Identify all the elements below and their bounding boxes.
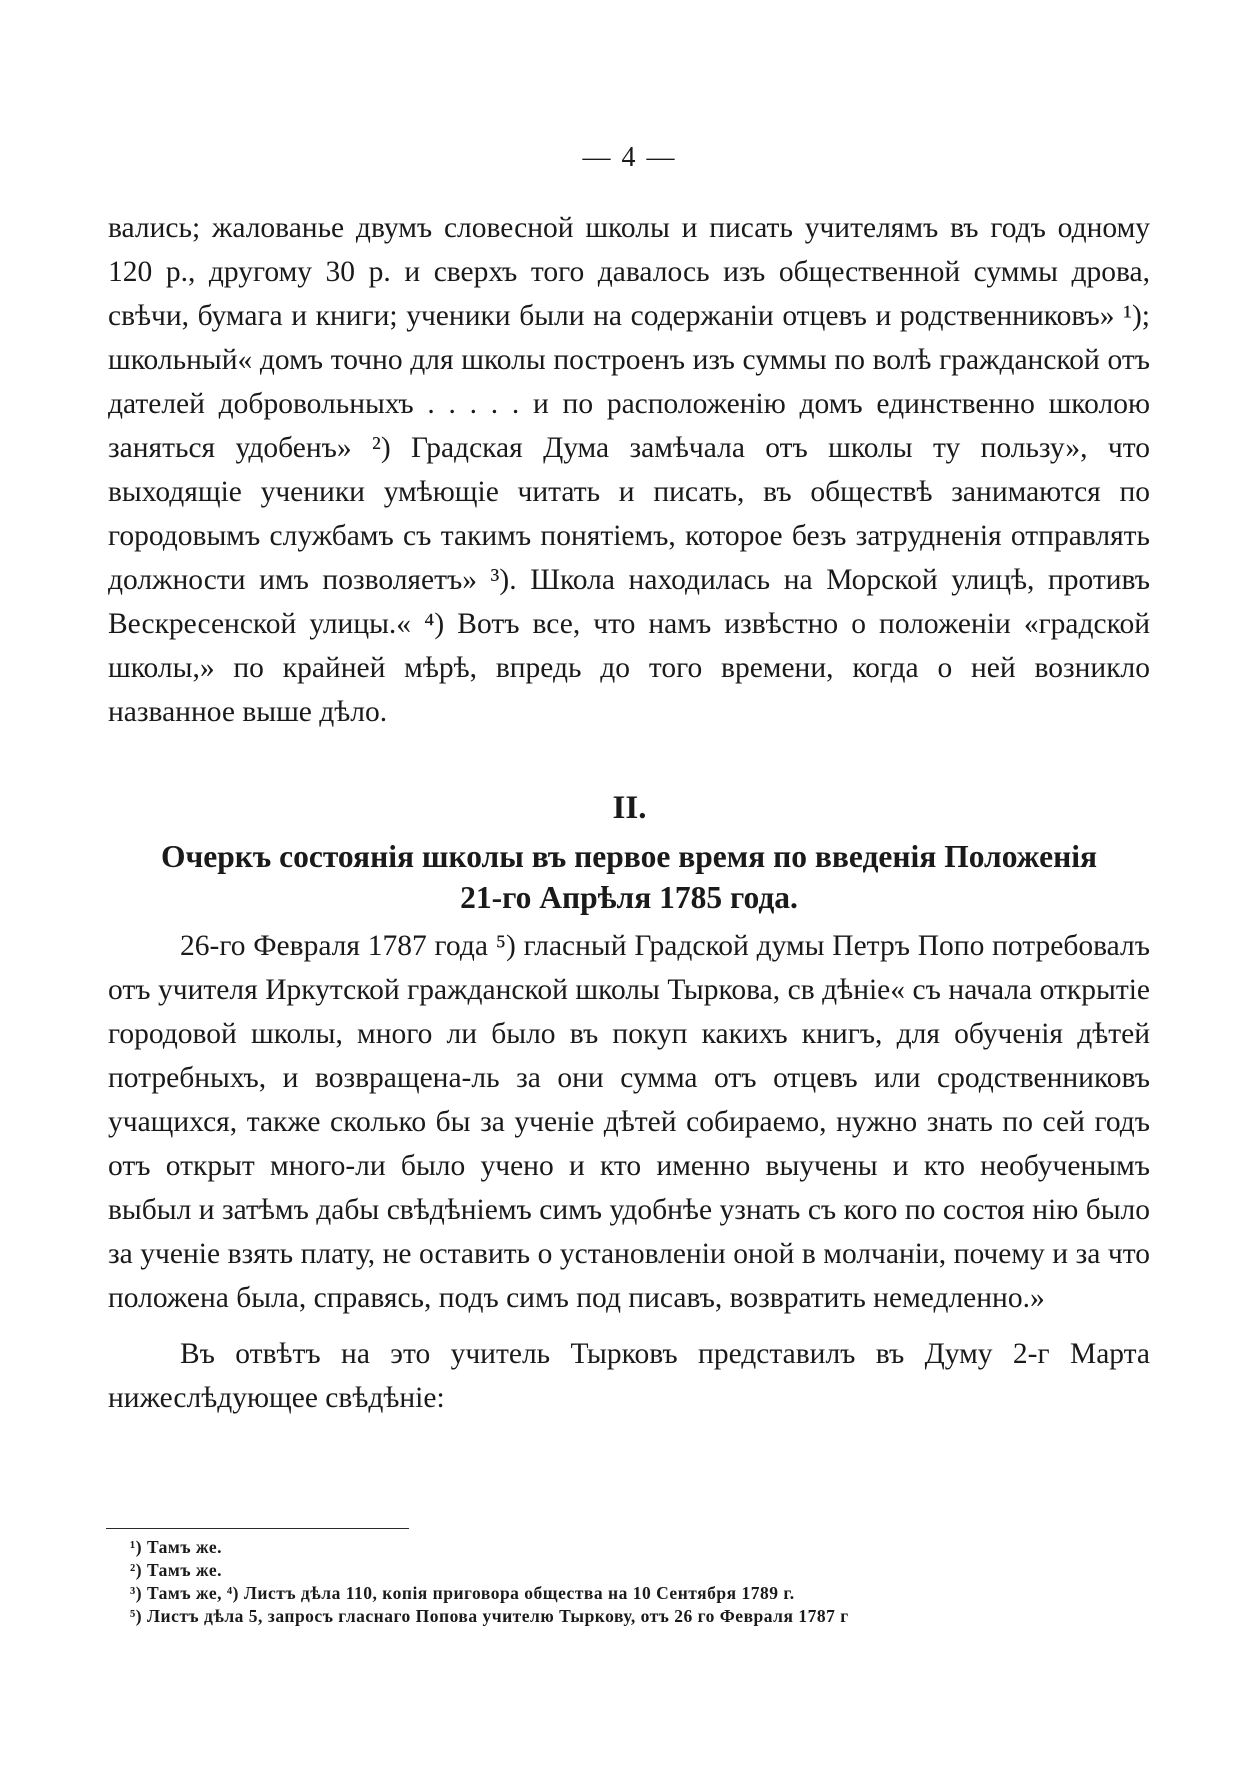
body-text-bottom — [108, 924, 1150, 1420]
section-number: II. — [612, 790, 647, 826]
footnote-2: ²) Тамъ же. — [130, 1560, 223, 1580]
section-title-line-1: Очеркъ состоянія школы въ первое время по введенія Положенія — [160, 839, 1098, 874]
section-title — [106, 836, 1152, 918]
paragraph-request: 26-го Февраля 1787 года ⁵) гласный Градской думы Петръ Попо потребовалъ отъ учителя Иркутской гражданской школы Тыркова, св дѣніе« съ начала открытіе городовой школы, много ли было въ покуп какихъ книгъ, для обученія дѣтей потребныхъ, и возвращена-ль за они сумма отъ отцевъ или сродственниковъ учащихся, также сколько бы за ученіе дѣтей собираемо, нужно знать по сей годъ отъ открыт много-ли было учено и кто именно выучены и кто необученымъ выбыл и затѣмъ дабы свѣдѣніемъ симъ удобнѣе узнать съ кого по состоя нію было за ученіе взять плату, не оставить о установленіи оной в молчаніи, почему и за что положена была, справясь, подъ симъ под писавъ, возвратить немедленно.» — [108, 930, 1150, 1314]
footnote-1: ¹) Тамъ же. — [130, 1537, 223, 1557]
footnote-5: ⁵) Листъ дѣла 5, запросъ гласнаго Попова учителю Тыркову, отъ 26 го Февраля 1787 г — [130, 1606, 849, 1626]
section-title-line-2: 21-го Апрѣля 1785 года. — [460, 880, 798, 915]
footnotes — [130, 1536, 1150, 1628]
page-number: — 4 — — [582, 142, 677, 173]
paragraph-continuation: вались; жалованье двумъ словесной школы и писать учителямъ въ годъ одному 120 р., другому 30 р. и сверхъ того давалось изъ общественной суммы дрова, свѣчи, бумага и книги; ученики были на содержаніи отцевъ и родственниковъ» ¹); школьный« домъ точно для школы построенъ изъ суммы по волѣ гражданской отъ дателей добровольныхъ . . . . . и по расположенію домъ единственно школою заняться удобенъ» ²) Градская Дума замѣчала отъ школы ту пользу», что выходящіе ученики умѣющіе читать и писать, въ обществѣ занимаются по городовымъ службамъ съ такимъ понятіемъ, которое безъ затрудненія отправлять должности имъ позволяетъ» ³). Школа находилась на Морской улицѣ, противъ Вескресенской улицы.« ⁴) Вотъ все, что намъ извѣстно о положеніи «градской школы,» по крайней мѣрѣ, впредь до того времени, когда о ней возникло названное выше дѣло. — [108, 212, 1150, 728]
footnote-divider — [106, 1528, 409, 1529]
body-text-top — [108, 206, 1150, 734]
footnote-3-4: ³) Тамъ же, ⁴) Листъ дѣла 110, копія приговора общества на 10 Сентября 1789 г. — [130, 1583, 795, 1603]
paragraph-reply: Въ отвѣтъ на это учитель Тырковъ представилъ въ Думу 2-г Марта нижеслѣдующее свѣдѣніе: — [108, 1338, 1150, 1414]
